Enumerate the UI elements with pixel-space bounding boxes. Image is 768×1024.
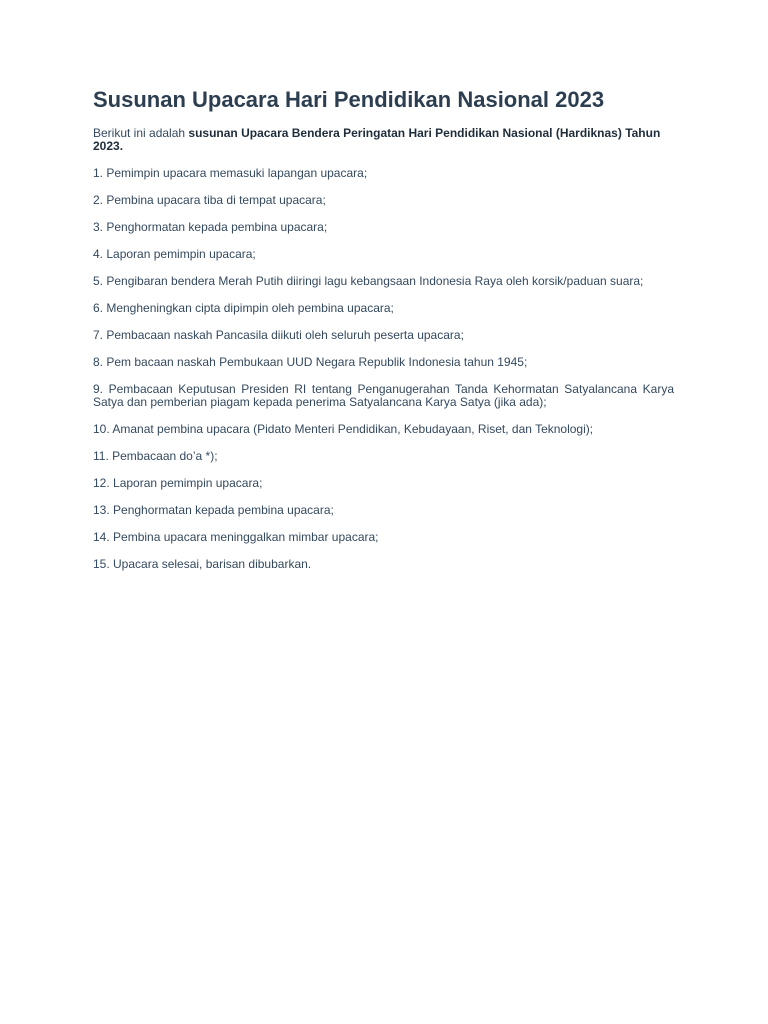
list-item: 3. Penghormatan kepada pembina upacara; [93, 220, 328, 234]
list-item: 1. Pemimpin upacara memasuki lapangan upacara; [93, 166, 368, 180]
list-item: 4. Laporan pemimpin upacara; [93, 247, 256, 261]
list-item: 14. Pembina upacara meninggalkan mimbar upacara; [93, 530, 379, 544]
list-item: 7. Pembacaan naskah Pancasila diikuti oleh seluruh peserta upacara; [93, 328, 464, 342]
document-page [93, 86, 674, 585]
intro-suffix: . [119, 139, 124, 153]
page-title: Susunan Upacara Hari Pendidikan Nasional 2023 [93, 87, 605, 112]
list-item: 2. Pembina upacara tiba di tempat upacara; [93, 193, 326, 207]
list-item: 15. Upacara selesai, barisan dibubarkan. [93, 557, 312, 571]
list-item: 6. Mengheningkan cipta dipimpin oleh pembina upacara; [93, 301, 394, 315]
intro-bold-text: susunan Upacara Bendera Peringatan Hari Pendidikan Nasional (Hardiknas) Tahun 2023 [93, 126, 661, 153]
list-item: 9. Pembacaan Keputusan Presiden RI tentang Penganugerahan Tanda Kehormatan Satyalancana Karya Satya dan pemberian piagam kepada penerima Satyalancana Karya Satya (jika ada); [93, 382, 674, 409]
list-item: 8. Pem bacaan naskah Pembukaan UUD Negara Republik Indonesia tahun 1945; [93, 355, 528, 369]
list-item: 12. Laporan pemimpin upacara; [93, 476, 263, 490]
intro-prefix: Berikut ini adalah [93, 126, 189, 140]
list-item: 5. Pengibaran bendera Merah Putih diiringi lagu kebangsaan Indonesia Raya oleh korsik/paduan suara; [93, 274, 644, 288]
list-item: 11. Pembacaan do’a *); [93, 449, 218, 463]
list-item: 13. Penghormatan kepada pembina upacara; [93, 503, 334, 517]
intro-paragraph [93, 127, 674, 153]
list-item: 10. Amanat pembina upacara (Pidato Menteri Pendidikan, Kebudayaan, Riset, dan Teknologi); [93, 422, 594, 436]
